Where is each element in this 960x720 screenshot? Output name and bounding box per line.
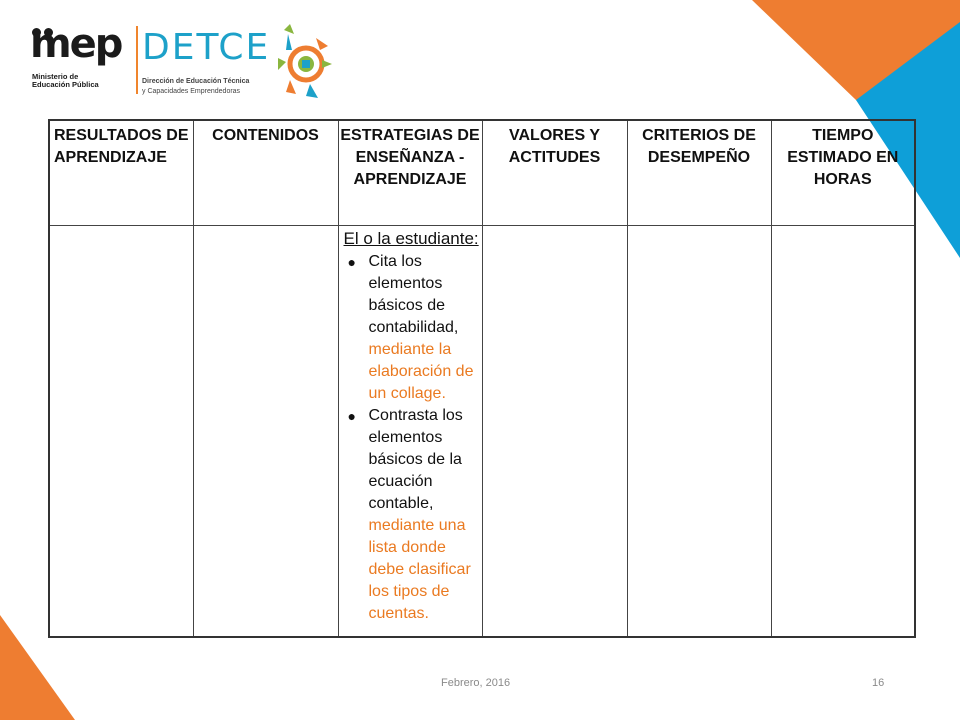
bullet-icon: ● (347, 254, 356, 270)
cell-resultados (49, 226, 193, 638)
column-header-contenidos: CONTENIDOS (193, 120, 338, 226)
list-item (344, 405, 482, 625)
column-header-criterios: CRITERIOS DE DESEMPEÑO (627, 120, 771, 226)
strategies-list (344, 251, 482, 625)
detce-subtitle-line1: Dirección de Educación Técnica (142, 78, 250, 85)
cell-valores (482, 226, 627, 638)
planning-table (48, 119, 916, 638)
detce-logo-text: DETCE (142, 27, 271, 68)
header-logos (30, 18, 340, 108)
logo-divider (136, 26, 138, 94)
list-item (344, 251, 482, 405)
column-header-estrategias: ESTRATEGIAS DE ENSEÑANZA - APRENDIZAJE (338, 120, 482, 226)
mep-subtitle-line1: Ministerio de (32, 72, 79, 81)
detce-emblem-icon (276, 20, 332, 104)
strategy-text: Cita los elementos básicos de contabilidad, (368, 253, 459, 336)
strategy-text: Contrasta los elementos básicos de la ecuación contable, (368, 407, 463, 512)
strategy-highlight: mediante la elaboración de un collage. (368, 341, 474, 402)
page-number: 16 (872, 677, 885, 689)
footer-date: Febrero, 2016 (441, 677, 511, 689)
table-header-row (49, 120, 915, 226)
column-header-tiempo: TIEMPO ESTIMADO EN HORAS (771, 120, 915, 226)
table-row (49, 226, 915, 638)
cell-criterios (627, 226, 771, 638)
column-header-valores: VALORES Y ACTITUDES (482, 120, 627, 226)
cell-tiempo (771, 226, 915, 638)
mep-subtitle-line2: Educación Pública (32, 80, 99, 89)
bullet-icon: ● (347, 408, 356, 424)
cell-estrategias (338, 226, 482, 638)
mep-logo-text: mep (30, 21, 122, 67)
strategy-highlight: mediante una lista donde debe clasificar los tipos de cuentas. (368, 517, 471, 622)
detce-subtitle-line2: y Capacidades Emprendedoras (142, 88, 241, 95)
column-header-resultados: RESULTADOS DE APRENDIZAJE (49, 120, 193, 226)
cell-contenidos (193, 226, 338, 638)
strategies-intro: El o la estudiante: (343, 229, 479, 248)
